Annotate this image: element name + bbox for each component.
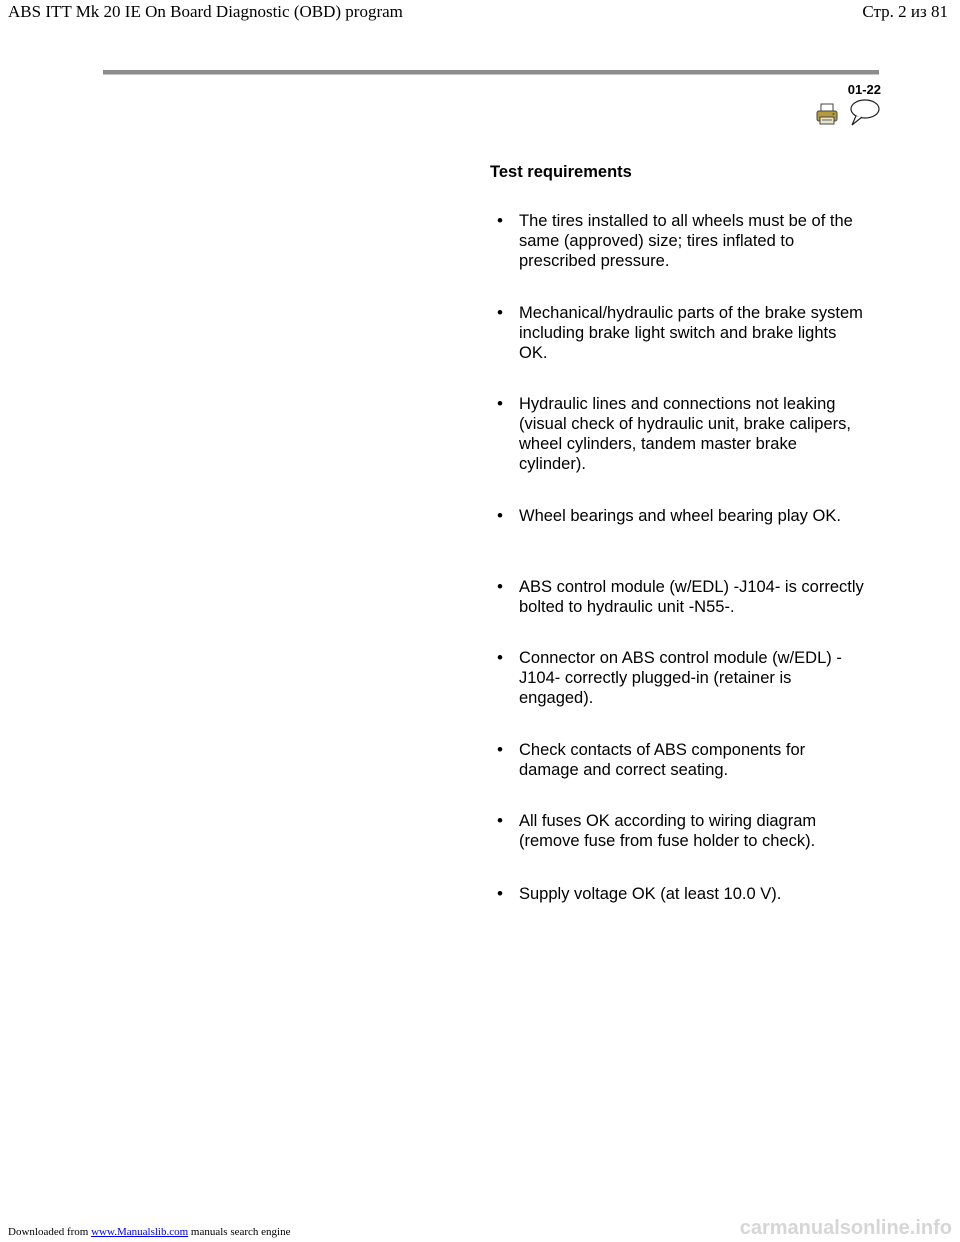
requirement-item [497,394,867,474]
printer-icon[interactable] [815,102,839,131]
section-heading: Test requirements [490,163,632,181]
header-divider [103,70,879,75]
requirement-item [497,506,867,526]
manualslib-link[interactable]: www.Manualslib.com [91,1226,189,1238]
requirement-text: Mechanical/hydraulic parts of the brake system including brake light switch and brake lights OK. [519,304,863,362]
document-title: ABS ITT Mk 20 IE On Board Diagnostic (OBD) program [8,2,403,21]
requirement-text: Check contacts of ABS components for damage and correct seating. [519,741,806,779]
bullet-icon: • [497,648,503,667]
bullet-icon: • [497,884,503,903]
download-footer [8,1226,290,1238]
page-code: 01-22 [847,82,881,97]
requirement-text: Wheel bearings and wheel bearing play OK. [519,507,841,525]
requirement-text: Supply voltage OK (at least 10.0 V). [519,885,782,903]
bullet-icon: • [497,506,503,525]
requirement-text: Connector on ABS control module (w/EDL) -J104- correctly plugged-in (retainer is engaged). [519,649,842,707]
page-indicator: Стр. 2 из 81 [862,2,948,21]
footer-prefix: Downloaded from [8,1226,89,1238]
speech-bubble-icon[interactable] [847,98,881,133]
bullet-icon: • [497,740,503,759]
bullet-icon: • [497,394,503,413]
requirement-item [497,648,867,708]
requirement-text: All fuses OK according to wiring diagram (remove fuse from fuse holder to check). [519,812,817,850]
bullet-icon: • [497,303,503,322]
bullet-icon: • [497,811,503,830]
requirement-item [497,303,867,363]
requirement-item [497,577,867,617]
requirement-item [497,811,867,851]
requirement-text: The tires installed to all wheels must be of the same (approved) size; tires inflated to prescribed pressure. [519,212,853,270]
watermark: carmanualsonline.info [739,1217,952,1239]
bullet-icon: • [497,211,503,230]
requirement-text: ABS control module (w/EDL) -J104- is correctly bolted to hydraulic unit -N55-. [519,578,864,616]
requirement-item [497,884,867,904]
requirement-text: Hydraulic lines and connections not leaking (visual check of hydraulic unit, brake calipers, wheel cylinders, tandem master brake cylinder). [519,395,851,473]
footer-suffix: manuals search engine [190,1226,291,1238]
requirement-item [497,211,867,271]
bullet-icon: • [497,577,503,596]
requirement-item [497,740,867,780]
